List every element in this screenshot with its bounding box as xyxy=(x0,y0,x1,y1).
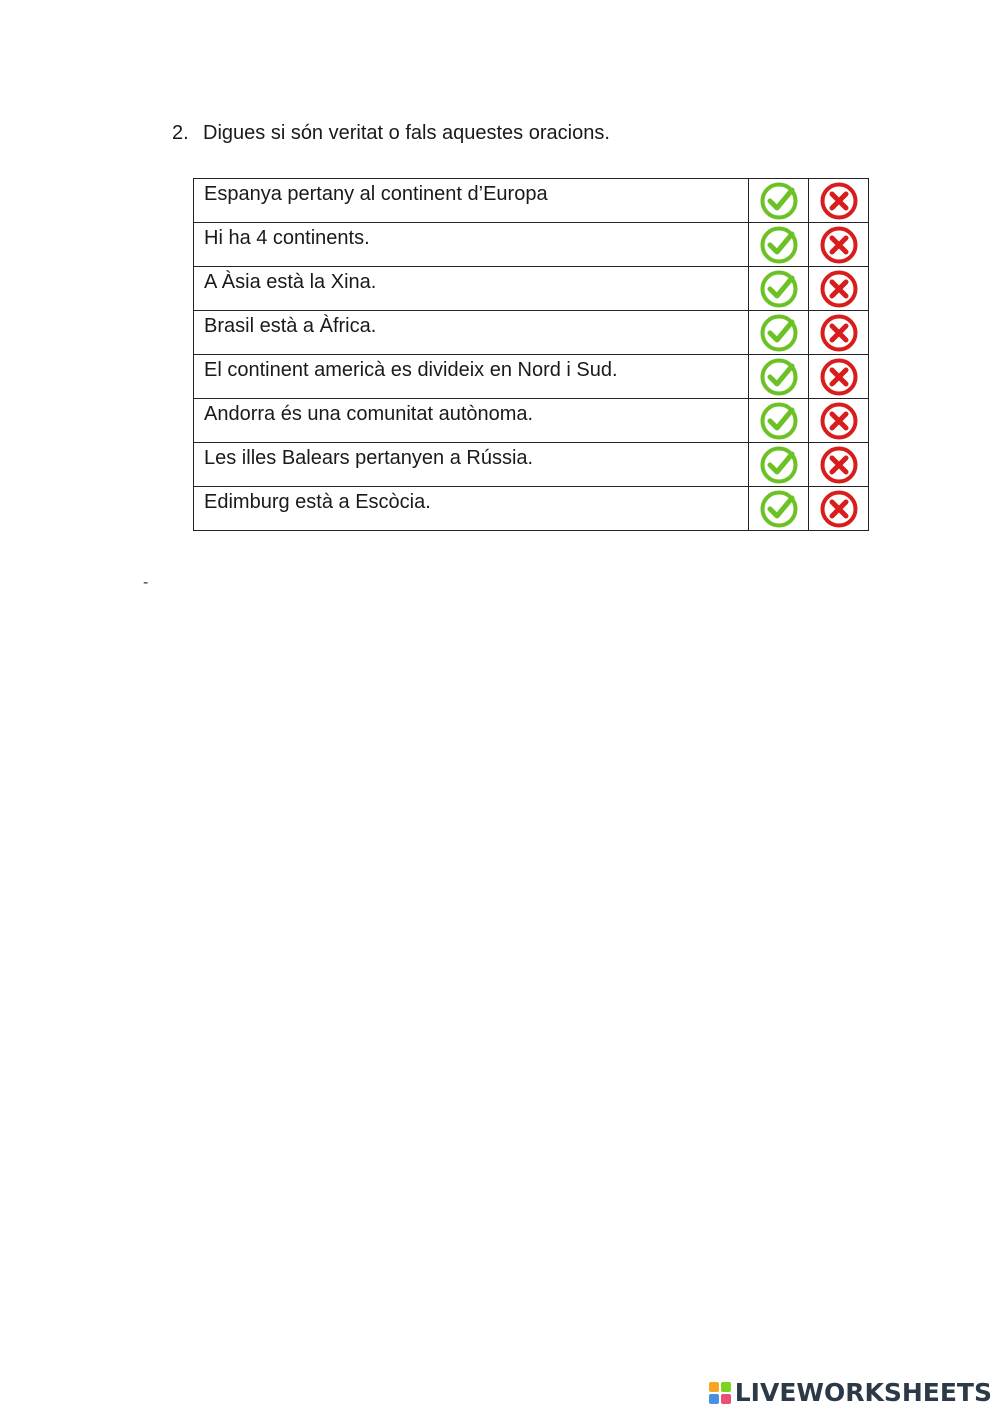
true-answer-button[interactable] xyxy=(749,223,809,267)
statement-text: A Àsia està la Xina. xyxy=(194,267,749,311)
statement-text: Les illes Balears pertanyen a Rússia. xyxy=(194,443,749,487)
true-answer-button[interactable] xyxy=(749,179,809,223)
question-heading xyxy=(172,120,610,146)
x-circle-icon xyxy=(809,445,868,485)
true-answer-button[interactable] xyxy=(749,443,809,487)
x-circle-icon xyxy=(809,181,868,221)
check-circle-icon xyxy=(749,445,808,485)
x-circle-icon xyxy=(809,313,868,353)
true-answer-button[interactable] xyxy=(749,267,809,311)
true-answer-button[interactable] xyxy=(749,311,809,355)
check-circle-icon xyxy=(749,489,808,529)
false-answer-button[interactable] xyxy=(809,179,869,223)
x-circle-icon xyxy=(809,401,868,441)
false-answer-button[interactable] xyxy=(809,267,869,311)
statement-text: Hi ha 4 continents. xyxy=(194,223,749,267)
table-row xyxy=(194,311,869,355)
false-answer-button[interactable] xyxy=(809,223,869,267)
statement-text: Edimburg està a Escòcia. xyxy=(194,487,749,531)
table-row xyxy=(194,223,869,267)
table-row xyxy=(194,399,869,443)
question-number: 2. xyxy=(172,122,189,144)
false-answer-button[interactable] xyxy=(809,487,869,531)
table-row xyxy=(194,487,869,531)
true-false-table xyxy=(193,178,869,531)
table-row xyxy=(194,179,869,223)
liveworksheets-logo xyxy=(709,1378,992,1407)
check-circle-icon xyxy=(749,313,808,353)
statement-text: El continent americà es divideix en Nord i Sud. xyxy=(194,355,749,399)
logo-text: LIVEWORKSHEETS xyxy=(734,1378,992,1407)
table-row xyxy=(194,443,869,487)
x-circle-icon xyxy=(809,489,868,529)
table-row xyxy=(194,355,869,399)
true-answer-button[interactable] xyxy=(749,355,809,399)
false-answer-button[interactable] xyxy=(809,399,869,443)
check-circle-icon xyxy=(749,401,808,441)
true-answer-button[interactable] xyxy=(749,487,809,531)
logo-mark-icon xyxy=(709,1382,731,1404)
stray-mark: - xyxy=(143,574,149,591)
false-answer-button[interactable] xyxy=(809,443,869,487)
statement-text: Brasil està a Àfrica. xyxy=(194,311,749,355)
statement-text: Andorra és una comunitat autònoma. xyxy=(194,399,749,443)
check-circle-icon xyxy=(749,225,808,265)
check-circle-icon xyxy=(749,181,808,221)
statement-text: Espanya pertany al continent d’Europa xyxy=(194,179,749,223)
x-circle-icon xyxy=(809,357,868,397)
check-circle-icon xyxy=(749,357,808,397)
question-text: Digues si són veritat o fals aquestes oracions. xyxy=(203,122,610,144)
table-row xyxy=(194,267,869,311)
true-answer-button[interactable] xyxy=(749,399,809,443)
false-answer-button[interactable] xyxy=(809,311,869,355)
false-answer-button[interactable] xyxy=(809,355,869,399)
x-circle-icon xyxy=(809,269,868,309)
x-circle-icon xyxy=(809,225,868,265)
check-circle-icon xyxy=(749,269,808,309)
